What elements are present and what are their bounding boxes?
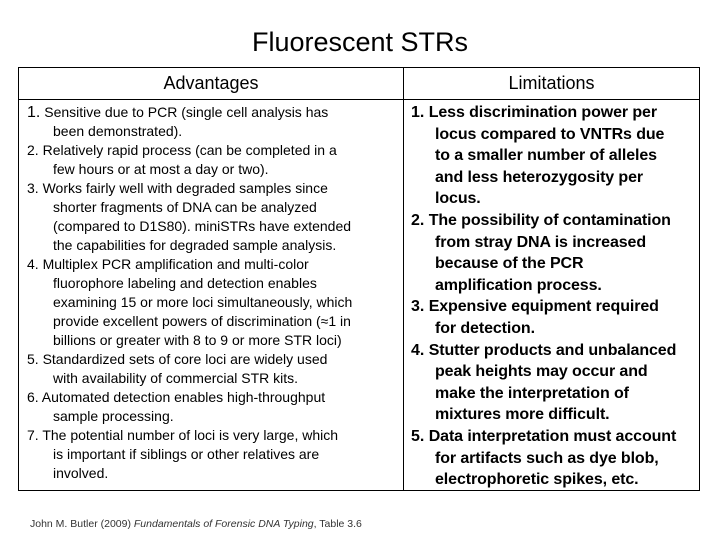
item-text: Relatively rapid process (can be completed in a few hours or at most a day or two). [42, 142, 337, 177]
citation-author: John M. Butler (2009) [30, 518, 134, 530]
item-text: Data interpretation must account for artifacts such as dye blob, electrophoretic spikes, etc. [428, 427, 677, 489]
limitation-item [411, 340, 699, 426]
advantage-item [27, 255, 399, 350]
limitation-item [411, 102, 699, 210]
item-number: 4. [27, 256, 39, 272]
advantages-list [27, 103, 399, 483]
item-number: 2. [27, 142, 39, 158]
limitation-item [411, 210, 699, 296]
item-text: Expensive equipment required for detection. [428, 298, 659, 337]
item-text: The potential number of loci is very large, which is important if siblings or other relatives are involved. [42, 427, 339, 481]
advantage-item [27, 179, 399, 255]
column-divider [403, 68, 404, 490]
limitation-item [411, 426, 699, 491]
item-text: Automated detection enables high-throughput sample processing. [41, 389, 326, 424]
item-number: 6. [27, 389, 39, 405]
item-number: 3. [27, 180, 39, 196]
item-number: 1. [411, 104, 425, 121]
comparison-table [18, 67, 700, 491]
item-text: Works fairly well with degraded samples since shorter fragments of DNA can be analyzed (compared to D1S80). miniSTRs have extended the capabilities for degraded sample analysis. [42, 180, 352, 253]
item-number: 7. [27, 427, 39, 443]
item-number: 3. [411, 298, 425, 316]
item-number: 4. [411, 341, 425, 359]
advantage-item [27, 141, 399, 179]
citation-book-title: Fundamentals of Forensic DNA Typing [133, 518, 314, 530]
item-number: 1. [27, 104, 41, 121]
limitations-header: Limitations [508, 73, 595, 93]
citation [30, 517, 362, 531]
item-number: 2. [411, 211, 425, 229]
item-text: Multiplex PCR amplification and multi-color fluorophore labeling and detection enables examining 15 or more loci simultaneously, which provide excellent powers of discrimination (≈1 in billions or greater with 8 to 9 or more STR loci) [42, 256, 353, 348]
header-divider [19, 99, 699, 100]
advantages-header: Advantages [163, 73, 259, 93]
advantage-item [27, 426, 399, 483]
item-number: 5. [27, 351, 39, 367]
item-text: Stutter products and unbalanced peak heights may occur and make the interpretation of mixtures more difficult. [428, 341, 677, 424]
limitations-list [411, 102, 699, 491]
item-text: The possibility of contamination from stray DNA is increased because of the PCR amplification process. [428, 211, 671, 294]
item-text: Sensitive due to PCR (single cell analysis has been demonstrated). [44, 104, 329, 139]
advantage-item [27, 103, 399, 141]
advantage-item [27, 388, 399, 426]
advantage-item [27, 350, 399, 388]
slide-title: Fluorescent STRs [251, 27, 469, 57]
item-number: 5. [411, 427, 425, 445]
citation-reference: , Table 3.6 [313, 518, 362, 530]
item-text: Standardized sets of core loci are widely used with availability of commercial STR kits. [42, 351, 328, 386]
item-text: Less discrimination power per locus compared to VNTRs due to a smaller number of alleles and less heterozygosity per locus. [428, 104, 665, 208]
limitation-item [411, 296, 699, 339]
